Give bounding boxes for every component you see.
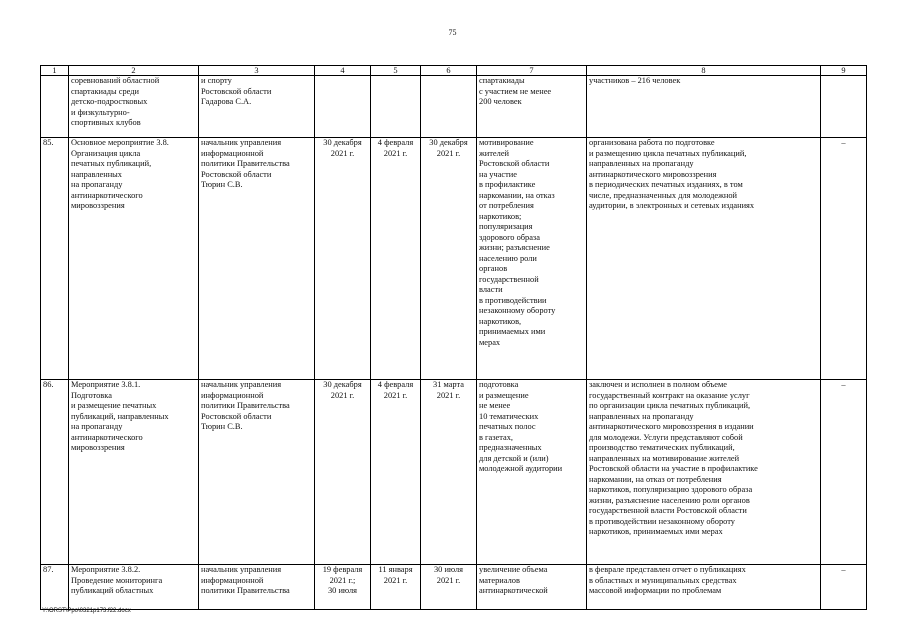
cell-line: наркотиков, [479,316,522,326]
cell-line: 200 человек [479,97,522,106]
cell-line: в феврале представлен отчет о публикациях [589,565,746,574]
cell-line: Подготовка [71,390,112,400]
cell-line: Ростовской области [479,159,550,168]
cell-line: производство тематических публикаций, [589,443,735,452]
cell-line: мотивирование [479,138,534,147]
end-date-cell [421,138,477,380]
column-number: 8 [587,66,821,76]
cell-line: принимаемых ими [479,327,546,336]
cell-line: в профилактике [479,180,536,189]
cell-line: органов [479,264,508,273]
cell-line: в областных и муниципальных средствах [589,575,737,585]
table-row [41,380,867,565]
cell-line: антинаркотического мировоззрения [589,169,717,179]
cell-line: 11 января [378,565,413,574]
cell-line: Мероприятие 3.8.1. [71,380,141,389]
responsible-cell [199,76,315,138]
cell-line: числе, предназначенных для молодежной [589,190,738,200]
report-table [40,65,867,610]
cell-line: и физкультурно- [71,107,130,117]
cell-line: политики Правительства [201,401,290,410]
cell-line: наркомании, на отказ [479,190,555,200]
cell-line: и спорту [201,76,232,85]
table-row [41,565,867,610]
expected-result-cell [477,380,587,565]
cell-line: печатных полос [479,422,536,431]
page-number: 75 [448,28,457,37]
cell-line: Проведение мониторинга [71,575,163,585]
cell-line: не менее [479,401,511,410]
cell-line: Организация цикла [71,148,141,158]
cell-line: аудитории, в электронных и сетевых изданиях [589,201,755,210]
actual-result-cell [587,380,821,565]
cell-line: материалов [479,575,520,585]
cell-line: спортивных клубов [71,118,141,127]
cell-line: начальник управления [201,380,282,389]
cell-line: и размещению цикла печатных публикаций, [589,148,747,158]
cell-line: Мероприятие 3.8.2. [71,565,141,574]
column-number: 7 [477,66,587,76]
cell-line: жизни, разъяснение населению роли органов [589,495,750,505]
cell-line: в противодействии [479,295,547,305]
cell-line: 2021 г. [330,148,355,158]
plan-date-cell [315,380,371,565]
table-row [41,76,867,138]
cell-line: наркотиков, принимаемых ими мерах [589,527,723,536]
cell-line: направленных на пропаганду [589,159,694,168]
cell-line: антинаркотического [71,190,143,200]
column-number: 5 [371,66,421,76]
cell-line: 30 июля [327,586,358,595]
activity-name-cell [69,565,199,610]
file-path-footer: Y:\ORST\Ppo\0321p173.f22.docx [42,608,131,614]
cell-line: соревнований областной [71,76,160,85]
cell-line: мировоззрения [71,443,125,452]
cell-line: мировоззрения [71,201,125,210]
cell-line: 2021 г. [436,575,461,585]
row-number-cell: 86. [41,380,69,565]
cell-line: предназначенных [479,443,542,452]
cell-line: на пропаганду [71,180,123,189]
cell-line: информационной [201,390,264,400]
expected-result-cell [477,76,587,138]
cell-line: печатных публикаций, [71,159,152,168]
cell-line: власти [479,285,503,294]
cell-line: заключен и исполнен в полном объеме [589,380,727,389]
cell-line: 2021 г. [436,148,461,158]
cell-line: в газетах, [479,432,513,442]
plan-date-cell [315,565,371,610]
cell-line: спартакиады среди [71,86,139,96]
column-number: 4 [315,66,371,76]
cell-line: 30 декабря [429,138,468,147]
cell-line: спартакиады [479,76,525,85]
cell-line: 10 тематических [479,411,539,421]
cell-line: для молодежи. Услуги представляют собой [589,432,743,442]
cell-line: 4 февраля [377,380,414,389]
cell-line: для детской и (или) [479,453,549,463]
cell-line: подготовка [479,380,519,389]
cell-line: 2021 г. [383,148,408,158]
cell-line: с участием не менее [479,86,552,96]
cell-line: 2021 г.; [329,575,356,585]
column-number: 6 [421,66,477,76]
cell-line: наркотиков, популяризацию здорового образа [589,485,753,494]
cell-line: политики Правительства [201,586,290,595]
cell-line: начальник управления [201,565,282,574]
cell-line: 4 февраля [377,138,414,147]
row-number-cell: 85. [41,138,69,380]
cell-line: антинаркотической [479,586,548,595]
cell-line: участников – 216 человек [589,76,681,85]
cell-line: 2021 г. [330,390,355,400]
cell-line: начальник управления [201,138,282,147]
plan-date-cell [315,76,371,138]
cell-line: направленных на пропаганду [589,411,694,421]
cell-line: наркомании, на отказ от потребления [589,474,722,484]
column-numbers-row [41,66,867,76]
cell-line: Тюрин С.В. [201,422,243,431]
cell-line: Ростовской области [201,411,272,421]
cell-line: антинаркотического мировоззрения в издании [589,422,754,431]
cell-line: населению роли [479,253,537,263]
end-date-cell [421,380,477,565]
cell-line: 2021 г. [383,575,408,585]
actual-result-cell [587,76,821,138]
column-number: 9 [821,66,867,76]
cell-line: жизни; разъяснение [479,243,550,252]
cell-line: массовой информации по проблемам [589,586,722,595]
end-date-cell [421,565,477,610]
column-number: 3 [199,66,315,76]
cell-line: в противодействии незаконному обороту [589,516,735,526]
start-date-cell [371,138,421,380]
activity-name-cell [69,138,199,380]
cell-line: 30 декабря [323,380,362,389]
cell-line: информационной [201,575,264,585]
cell-line: на пропаганду [71,422,123,431]
cell-line: детско-подростковых [71,97,148,106]
reason-cell: – [821,138,867,380]
cell-line: и размещение [479,390,529,400]
start-date-cell [371,565,421,610]
cell-line: Тюрин С.В. [201,180,243,189]
responsible-cell [199,380,315,565]
cell-line: направленных на мотивирование жителей [589,453,740,463]
reason-cell: – [821,565,867,610]
column-number: 1 [41,66,69,76]
cell-line: государственной [479,274,539,284]
cell-line: молодежной аудитории [479,464,563,473]
start-date-cell [371,380,421,565]
reason-cell: – [821,380,867,565]
cell-line: здорового образа [479,232,540,242]
cell-line: 2021 г. [383,390,408,400]
actual-result-cell [587,565,821,610]
cell-line: 31 марта [433,380,464,389]
responsible-cell [199,138,315,380]
cell-line: Основное мероприятие 3.8. [71,138,169,147]
reason-cell [821,76,867,138]
cell-line: направленных [71,169,122,179]
cell-line: 30 декабря [323,138,362,147]
cell-line: государственный контракт на оказание услуг [589,390,750,400]
table-row [41,138,867,380]
cell-line: Ростовской области [201,86,272,96]
cell-line: в периодических печатных изданиях, в том [589,180,743,189]
cell-line: мерах [479,337,501,347]
cell-line: публикаций областных [71,586,154,595]
cell-line: на участие [479,169,517,179]
cell-line: государственной власти Ростовской области [589,506,747,515]
activity-name-cell [69,380,199,565]
cell-line: 2021 г. [436,390,461,400]
cell-line: организована работа по подготовке [589,138,715,147]
cell-line: популяризация [479,222,533,231]
activity-name-cell [69,76,199,138]
row-number-cell: 87. [41,565,69,610]
cell-line: 30 июля [433,565,464,574]
column-number: 2 [69,66,199,76]
actual-result-cell [587,138,821,380]
responsible-cell [199,565,315,610]
start-date-cell [371,76,421,138]
cell-line: политики Правительства [201,159,290,168]
cell-line: информационной [201,148,264,158]
cell-line: от потребления [479,201,534,210]
cell-line: незаконному обороту [479,306,556,315]
cell-line: Гадарова С.А. [201,97,252,106]
cell-line: антинаркотического [71,432,143,442]
plan-date-cell [315,138,371,380]
cell-line: по организации цикла печатных публикаций, [589,401,751,410]
row-number-cell [41,76,69,138]
cell-line: увеличение объема [479,565,548,574]
cell-line: жителей [479,148,510,158]
cell-line: Ростовской области на участие в профилактике [589,464,758,473]
end-date-cell [421,76,477,138]
cell-line: наркотиков; [479,211,522,221]
expected-result-cell [477,138,587,380]
cell-line: и размещение печатных [71,401,157,410]
cell-line: публикаций, направленных [71,411,169,421]
cell-line: Ростовской области [201,169,272,179]
cell-line: 19 февраля [322,565,363,574]
expected-result-cell [477,565,587,610]
